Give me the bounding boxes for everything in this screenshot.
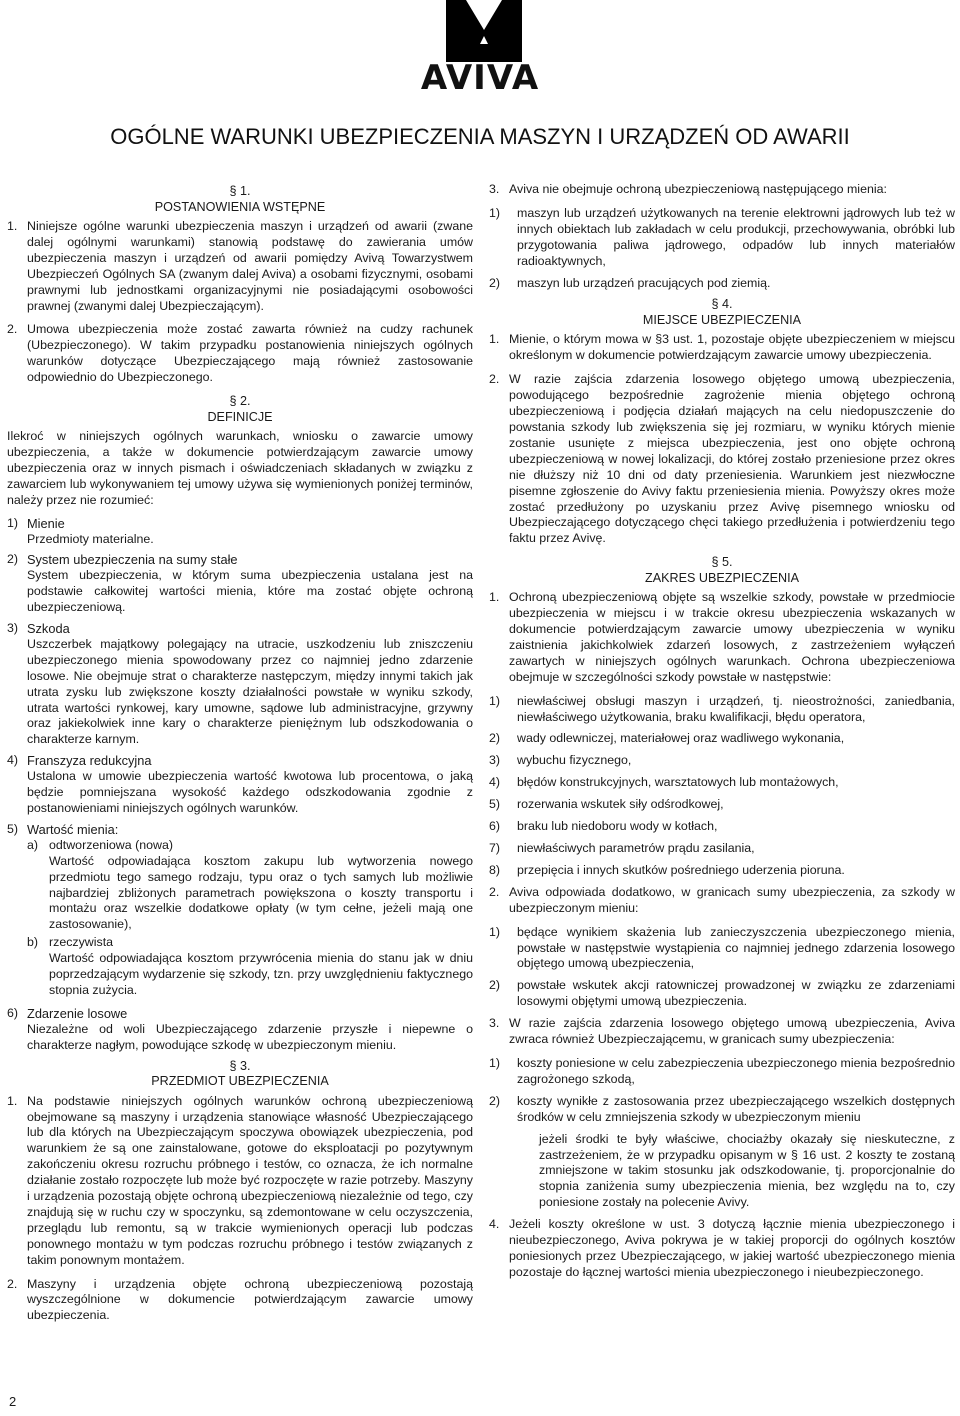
section-name: DEFINICJE: [207, 409, 273, 424]
paragraph-number: 1.: [489, 590, 500, 605]
item-number: 1): [489, 693, 501, 708]
list-item: [489, 863, 955, 879]
list-item: [489, 1056, 955, 1088]
paragraph-number: 1.: [7, 219, 18, 233]
excluded-property-list: [489, 206, 955, 292]
paragraph-text: Ochroną ubezpieczeniową objęte są wszelkie szkody, powstałe w przedmiocie ubezpieczenia w miejscu i w trakcie okresu ubezpieczenia wskazanych w dokumencie potwierdzającym zawarcie umowy ubezpieczenia w wyniku zaistnienia jakichkolwiek zdarzeń losowych, z zastrzeżeniem wyłączeń zawartych w niniejszych ogólnych warunkach. Ochrona ubezpieczeniowa obejmuje w szczególności szkody powstałe w następstwie:: [509, 590, 955, 684]
paragraph-1-2: [7, 322, 473, 386]
definition-number: 4): [7, 753, 19, 768]
definition-number: 6): [7, 1005, 19, 1020]
page-header: [0, 0, 960, 120]
paragraph-5-2: [489, 885, 955, 917]
section-1-heading: [7, 184, 473, 215]
paragraph-text: Jeżeli koszty określone w ust. 3 dotyczą łącznie mienia ubezpieczonego i nieubezpieczonego, Aviva pokrywa je w takiej proporcji do ogólnych kosztów poniesionych przez Ubezpieczającego, w jakiej wartość ubezpieczonego mienia pozostaje do łącznej wartości mienia ubezpieczonego i nieubezpieczonego.: [509, 1217, 955, 1279]
sub-label: rzeczywista: [49, 935, 114, 950]
paragraph-number: 2.: [489, 372, 500, 387]
paragraph-text: Aviva odpowiada dodatkowo, w granicach sumy ubezpieczenia, za szkody w ubezpieczonym mieniu:: [509, 884, 955, 915]
paragraph-number: 2.: [7, 1276, 18, 1291]
covered-causes-list: [489, 694, 955, 879]
aviva-logo-text: AVIVA: [420, 58, 540, 98]
additional-damage-list: [489, 925, 955, 1011]
paragraph-text: Aviva nie obejmuje ochroną ubezpieczeniową następującego mienia:: [509, 182, 887, 196]
paragraph-3-3: [489, 182, 955, 198]
paragraph-number: 2.: [489, 884, 500, 899]
definition-number: 2): [7, 552, 19, 567]
section-symbol: § 1.: [229, 184, 251, 198]
item-number: 4): [489, 775, 501, 790]
paragraph-text: Maszyny i urządzenia objęte ochroną ubezpieczeniową pozostają wyszczególnione w dokumencie potwierdzającym zawarcie umowy ubezpieczenia.: [27, 1276, 473, 1323]
item-text: maszyn lub urządzeń pracujących pod ziemią.: [517, 275, 771, 290]
definition-term: Zdarzenie losowe: [27, 1005, 128, 1021]
definition-term: Mienie: [27, 515, 65, 531]
definition-term: System ubezpieczenia na sumy stałe: [27, 552, 238, 568]
list-item: [489, 1094, 955, 1126]
item-text: rozerwania wskutek siły odśrodkowej,: [517, 797, 724, 812]
definition-term: Szkoda: [27, 621, 70, 637]
definition-text: Ustalona w umowie ubezpieczenia wartość kwotowa lub procentowa, o jaką będzie pomniejszana wysokość każdego odszkodowania zgodnie z postanowieniami niniejszych ogólnych warunków.: [27, 769, 473, 815]
item-number: 1): [489, 924, 501, 939]
paragraph-4-2: [489, 372, 955, 547]
list-item: [489, 753, 955, 769]
item-text: niewłaściwej obsługi maszyn i urządzeń, tj. nieostrożności, zaniedbania, niewłaściwego użytkowania, braku kwalifikacji, błędu operatora,: [517, 693, 955, 724]
item-text: maszyn lub urządzeń użytkowanych na terenie elektrowni jądrowych lub też w innych obiektach lub zakładach w celu produkcji, przechowywania, obróbki lub przygotowania paliwa jądrowego, odpadów lub innych materiałów radioaktywnych,: [517, 205, 955, 268]
section-name: POSTANOWIENIA WSTĘPNE: [154, 199, 326, 214]
list-item: [489, 276, 955, 292]
sub-label: odtworzeniowa (nowa): [49, 837, 173, 852]
paragraph-5-1: [489, 590, 955, 685]
right-column: [489, 182, 955, 1289]
section-2-heading: [7, 394, 473, 425]
list-item: [489, 841, 955, 857]
section-name: PRZEDMIOT UBEZPIECZENIA: [151, 1074, 329, 1089]
section-symbol: § 4.: [711, 297, 733, 312]
reimbursed-costs-note: jeżeli środki te były właściwe, chociażby okazały się nieskuteczne, z zastrzeżeniem, że w przypadku opisanym w § 16 ust. 2 koszty te zostaną zmniejszone w takim stosunku jak odszkodowanie, tj. proporcjonalnie do stopnia zaniżenia sumy ubezpieczenia mienia, bez względu na to, czy poniesione zostały na polecenie Avivy.: [539, 1131, 955, 1210]
paragraph-text: W razie zajścia zdarzenia losowego objętego umową ubezpieczenia, powodującego bezpośrednie zagrożenie mienia objętego ochroną ubezpieczeniową i podjęcia działań mających na celu niedopuszczenie do powstania szkody lub zwiększenia się jej rozmiaru, w wyniku których mienie zostanie usunięte z miejsca ubezpieczenia, jest ono objęte ochroną ubezpieczeniową w nowej lokalizacji, do której zostało przeniesione przez okres nie dłuższy niż 10 dni od daty przeniesienia. Warunkiem jest niezwłoczne pisemne zgłoszenie do Avivy faktu przeniesienia mienia. Powyższy okres może zostać przedłużony po uzyskaniu przez Avivę pisemnego wniosku od Ubezpieczającego dotyczącego chęci takiego przedłużenia i potwierdzeniu tego faktu przez Avivę.: [509, 372, 955, 546]
paragraph-number: 2.: [7, 322, 18, 337]
definition-number: 3): [7, 621, 19, 636]
paragraph-text: Na podstawie niniejszych ogólnych warunków ochroną ubezpieczeniową obejmowane są maszyny i urządzenia stanowiące własność Ubezpieczającego lub dla których na Ubezpieczającym spoczywa obowiązek ubezpieczenia, pod warunkiem że są one zainstalowane, gotowe do eksploatacji po pozytywnym zakończeniu okresu rozruchu próbnego i testów, co oznacza, że ich normalne działanie zostało rozpoczęte lub może być rozpoczęte w razie potrzeby. Maszyny i urządzenia pozostają objęte ochroną ubezpieczeniową niezależnie od tego, czy znajdują się w ruchu czy w spoczynku, są zdemontowane w celu oczyszczenia, przeglądu lub remontu, są w trakcie wymienionych operacji lub podczas ponownego montażu w tym podczas rozruchu próbnego i testów związanych z takim ponownym montażem.: [27, 1093, 473, 1267]
paragraph-number: 1.: [489, 332, 500, 347]
sub-number: a): [27, 837, 39, 852]
definition-term: Franszyza redukcyjna: [27, 753, 152, 769]
sub-text: Wartość odpowiadająca kosztom zakupu lub wytworzenia nowego przedmiotu tego samego rodzaju, typu oraz o tych samych lub możliwie najbardziej zbliżonych parametrach powiększona o koszty transportu i montażu oraz wszelkie dodatkowe opłaty (w tym cełne, jeżeli mają one zastosowanie),: [49, 853, 473, 932]
definition-text: System ubezpieczenia, w którym suma ubezpieczenia ustalana jest na podstawie całkowitej wartości mienia, które ma zostać objęte ochroną ubezpieczeniową.: [27, 568, 473, 615]
definition-5b: [27, 935, 473, 999]
item-text: koszty poniesione w celu zabezpieczenia ubezpieczonego mienia bezpośrednio zagrożonego szkodą,: [517, 1055, 955, 1086]
section-name: ZAKRES UBEZPIECZENIA: [645, 570, 799, 585]
section-symbol: § 5.: [711, 555, 733, 570]
paragraph-3-2: [7, 1277, 473, 1325]
paragraph-number: 1.: [7, 1093, 18, 1108]
paragraph-4-1: [489, 332, 955, 364]
item-text: wybuchu fizycznego,: [517, 753, 632, 768]
item-text: błędów konstrukcyjnych, warsztatowych lub montażowych,: [517, 775, 839, 790]
item-number: 7): [489, 841, 501, 855]
item-number: 2): [489, 1093, 501, 1108]
section-symbol: § 3.: [229, 1058, 251, 1073]
definition-5: [7, 822, 473, 1001]
aviva-logo-mark: [446, 0, 522, 62]
paragraph-text: W razie zajścia zdarzenia losowego objętego umową ubezpieczenia, Aviva zwraca również Ubezpieczającemu, w granicach sumy ubezpieczenia:: [509, 1016, 955, 1047]
definition-6: [7, 1006, 473, 1054]
definition-1: [7, 516, 473, 548]
paragraph-5-3: [489, 1016, 955, 1048]
definitions-intro: Ilekroć w niniejszych ogólnych warunkach, wniosku o zawarcie umowy ubezpieczenia, a także w dokumencie potwierdzającym zawarcie umowy ubezpieczenia oraz w innych pismach i oświadczeniach składanych w związku z zawarciem lub wykonywaniem tej umowy używa się wymienionych poniżej terminów, należy przez nie rozumieć:: [7, 429, 473, 507]
paragraph-text: Mienie, o którym mowa w §3 ust. 1, pozostaje objęte ubezpieczeniem w miejscu określonym w dokumencie potwierdzającym zawarcie umowy ubezpieczenia.: [509, 332, 955, 363]
definition-4: [7, 753, 473, 817]
item-number: 3): [489, 753, 501, 768]
section-3-heading: [7, 1059, 473, 1090]
page-number: 2: [9, 1394, 17, 1409]
list-item: [489, 797, 955, 813]
list-item: [489, 978, 955, 1010]
list-item: [489, 775, 955, 791]
section-symbol: § 2.: [229, 394, 251, 409]
item-number: 1): [489, 1055, 501, 1070]
list-item: [489, 694, 955, 726]
document-title: OGÓLNE WARUNKI UBEZPIECZENIA MASZYN I URZĄDZEŃ OD AWARII: [110, 124, 850, 149]
list-item: [489, 206, 955, 270]
paragraph-1-1: [7, 219, 473, 314]
item-text: przepięcia i innych skutków pośredniego uderzenia pioruna.: [517, 862, 845, 877]
item-text: powstałe wskutek akcji ratowniczej prowadzonej w związku ze zdarzeniami losowymi objętymi umową ubezpieczenia.: [517, 978, 955, 1009]
definition-5a: [27, 838, 473, 933]
reimbursed-costs-list: [489, 1056, 955, 1211]
definition-text: Przedmioty materialne.: [27, 531, 154, 546]
definition-term: Wartość mienia:: [27, 821, 119, 837]
item-number: 2): [489, 978, 501, 993]
item-number: 2): [489, 731, 501, 746]
sub-text: Wartość odpowiadająca kosztom przywrócenia mienia do stanu jak w dniu poprzedzającym wydarzenie się szkody, tzn. przy uwzględnieniu faktycznego stopnia zużycia.: [49, 951, 473, 997]
paragraph-number: 3.: [489, 182, 500, 196]
paragraph-text: Niniejsze ogólne warunki ubezpieczenia maszyn i urządzeń od awarii (zwane dalej ogólnymi warunkami) stanowią podstawę do zawierania umów ubezpieczenia maszyn i urządzeń od awarii pomiędzy Avivą Towarzystwem Ubezpieczeń Ogólnych SA (zwanym dalej Aviva) a osobami fizycznymi, osobami prawnymi lub jednostkami organizacyjnymi nie posiadającymi osobowości prawnej (zwanymi dalej Ubezpieczającym).: [27, 219, 473, 313]
item-number: 8): [489, 862, 501, 877]
item-number: 2): [489, 275, 501, 290]
section-name: MIEJSCE UBEZPIECZENIA: [642, 312, 802, 327]
definition-3: [7, 621, 473, 748]
item-text: braku lub niedoboru wody w kotłach,: [517, 819, 718, 834]
paragraph-3-1: [7, 1094, 473, 1269]
item-number: 5): [489, 797, 501, 812]
section-4-heading: [489, 297, 955, 328]
definition-number: 1): [7, 515, 19, 530]
list-item: [489, 819, 955, 835]
section-5-heading: [489, 555, 955, 586]
item-text: wady odlewniczej, materiałowej oraz wadliwego wykonania,: [517, 731, 845, 746]
paragraph-text: Umowa ubezpieczenia może zostać zawarta również na cudzy rachunek (Ubezpieczonego). W takim przypadku postanowienia niniejszych ogólnych warunków dotyczące Ubezpieczającego mają również zastosowanie odpowiednio do Ubezpieczonego.: [27, 322, 473, 385]
definition-number: 5): [7, 821, 19, 836]
definition-2: [7, 552, 473, 616]
paragraph-5-4: [489, 1217, 955, 1281]
item-text: niewłaściwych parametrów prądu zasilania,: [517, 841, 755, 855]
paragraph-number: 3.: [489, 1016, 500, 1031]
paragraph-number: 4.: [489, 1217, 500, 1232]
list-item: [489, 731, 955, 747]
item-number: 6): [489, 819, 501, 834]
list-item: [489, 925, 955, 973]
definition-text: Uszczerbek majątkowy polegający na utracie, uszkodzeniu lub zniszczeniu ubezpieczonego mienia spowodowany przez co najmniej jedno zdarzenie losowe. Nie obejmuje strat o charakterze następczym, między innymi takich jak utrata zysku lub zwiększone koszty działalności powstałe w wyniku szkody, utrata wartości rynkowej, kary umowne, sądowe lub administracyjne, grzywny oraz jakiekolwiek inne kary o charakterze pieniężnym lub odszkodowania o charakterze karnym.: [27, 636, 473, 747]
definition-text: Niezależne od woli Ubezpieczającego zdarzenie przyszłe i niepewne o charakterze nagłym, powodujące szkodę w ubezpieczonym mieniu.: [27, 1021, 473, 1052]
left-column: [7, 182, 473, 1332]
item-number: 1): [489, 205, 501, 220]
sub-number: b): [27, 935, 39, 950]
item-text: będące wynikiem skażenia lub zanieczyszczenia ubezpieczonego mienia, powstałe w następstwie wystąpienia co najmniej jednego zdarzenia losowego objętego umową ubezpieczenia,: [517, 924, 955, 971]
item-text: koszty wynikłe z zastosowania przez ubezpieczającego wszelkich dostępnych środków w celu zmniejszenia szkody w ubezpieczonym mieniu: [517, 1093, 955, 1124]
